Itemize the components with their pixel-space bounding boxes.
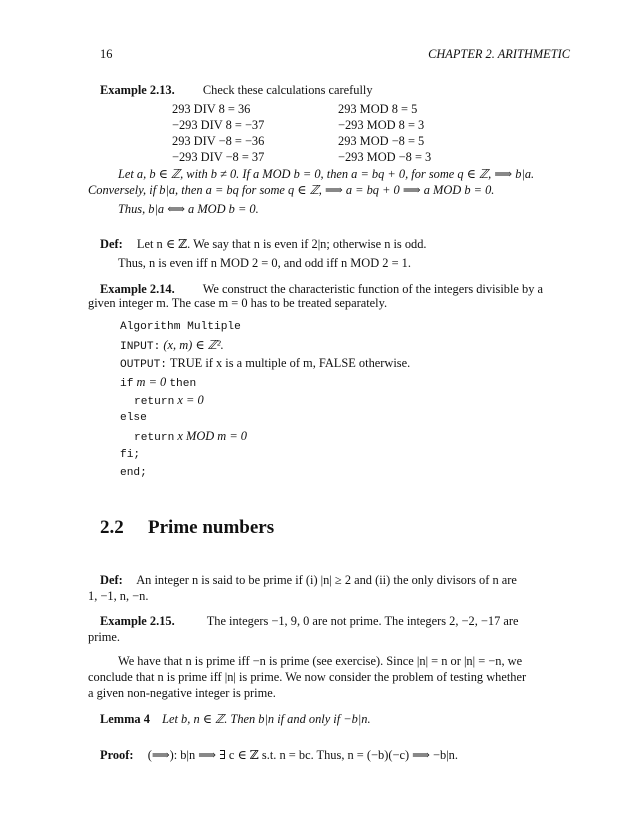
paragraph-line: Thus, b|a ⟺ a MOD b = 0. [118,202,259,216]
example-label: Example 2.14. [100,282,175,296]
div-row: −293 DIV 8 = −37 [172,118,265,132]
mod-row: −293 MOD −8 = 3 [338,150,432,164]
example-text: Check these calculations carefully [202,83,373,97]
proof [100,748,458,763]
lemma-4 [100,712,371,727]
algorithm-line: end; [120,467,147,479]
mod-row: 293 MOD −8 = 5 [338,134,425,148]
paragraph-line: We have that n is prime iff −n is prime (see exercise). Since |n| = n or |n| = −n, we [118,654,523,668]
paragraph-line: prime. [88,630,120,644]
paragraph-line: conclude that n is prime iff |n| is prime. We now consider the problem of testing whether [88,670,527,684]
algorithm-line: return x = 0 [134,393,204,408]
definition-even [100,237,427,252]
example-2-13-heading [100,83,373,98]
example-label: Example 2.13. [100,83,175,97]
proof-label: Proof: [100,748,134,762]
mod-row: 293 MOD 8 = 5 [338,102,418,116]
example-text: The integers −1, 9, 0 are not prime. The integers 2, −2, −17 are [206,614,519,628]
paragraph-line: given integer m. The case m = 0 has to be treated separately. [88,296,388,310]
algorithm-line: if m = 0 then [120,375,197,390]
paragraph-line: a given non-negative integer is prime. [88,686,276,700]
page-number: 16 [100,47,113,61]
div-row: 293 DIV 8 = 36 [172,102,251,116]
section-title: Prime numbers [148,517,275,538]
section-number: 2.2 [100,517,124,538]
example-2-15-heading [100,614,519,629]
lemma-text: Let b, n ∈ ℤ. Then b|n if and only if −b|n. [162,712,371,726]
lemma-label: Lemma 4 [100,712,150,726]
section-heading [100,517,274,539]
example-2-14-heading [100,282,543,297]
algorithm-name: Algorithm Multiple [120,321,241,333]
example-text: We construct the characteristic function of the integers divisible by a [202,282,543,296]
def-text: An integer n is said to be prime if (i) |n| ≥ 2 and (ii) the only divisors of n are [136,573,517,587]
def-text: Let n ∈ ℤ. We say that n is even if 2|n; otherwise n is odd. [136,237,427,251]
def-label: Def: [100,237,123,251]
definition-prime [100,573,517,588]
chapter-title: CHAPTER 2. ARITHMETIC [428,47,570,61]
proof-text: (⟹): b|n ⟹ ∃ c ∈ ℤ s.t. n = bc. Thus, n = (−b)(−c) ⟹ −b|n. [147,748,458,762]
example-label: Example 2.15. [100,614,175,628]
algorithm-line: else [120,412,147,424]
div-row: 293 DIV −8 = −36 [172,134,265,148]
mod-row: −293 MOD 8 = 3 [338,118,425,132]
algorithm-line: OUTPUT: TRUE if x is a multiple of m, FALSE otherwise. [120,356,411,371]
algorithm-line: return x MOD m = 0 [134,429,248,444]
paragraph-line: Conversely, if b|a, then a = bq for some q ∈ ℤ, ⟹ a = bq + 0 ⟹ a MOD b = 0. [88,183,495,197]
algorithm-line: fi; [120,449,141,461]
algorithm-line: INPUT: (x, m) ∈ ℤ². [120,338,224,353]
paragraph-line: Let a, b ∈ ℤ, with b ≠ 0. If a MOD b = 0, then a = bq + 0, for some q ∈ ℤ, ⟹ b|a. [118,167,535,181]
div-row: −293 DIV −8 = 37 [172,150,265,164]
def-label: Def: [100,573,123,587]
paragraph-line: Thus, n is even iff n MOD 2 = 0, and odd iff n MOD 2 = 1. [118,256,411,270]
paragraph-line: 1, −1, n, −n. [88,589,149,603]
